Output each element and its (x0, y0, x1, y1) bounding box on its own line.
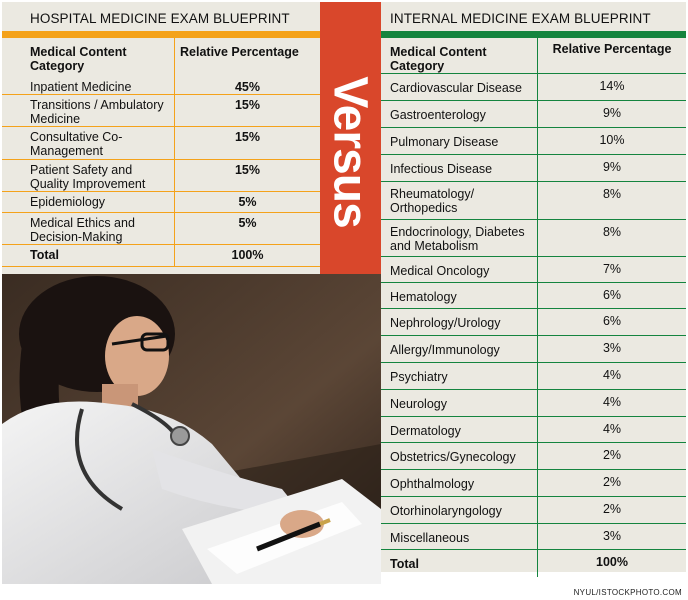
category-cell: Medical Ethics and Decision-Making (30, 216, 135, 244)
hospital-blueprint-table (2, 38, 320, 267)
category-cell: Obstetrics/Gynecology (390, 450, 516, 464)
total-label: Total (30, 248, 59, 262)
table-row (381, 443, 686, 470)
table-row (381, 128, 686, 155)
table-row (381, 470, 686, 497)
category-cell: Cardiovascular Disease (390, 81, 523, 95)
percentage-cell: 4% (537, 390, 686, 416)
category-column-header: Medical Content Category (30, 45, 127, 73)
category-cell: Otorhinolaryngology (390, 504, 502, 518)
percentage-cell: 15% (174, 160, 320, 191)
table-header-row (2, 38, 320, 77)
percentage-cell: 8% (537, 182, 686, 219)
table-row (381, 524, 686, 550)
category-column-header: Medical Content Category (390, 45, 487, 73)
percentage-cell: 4% (537, 363, 686, 389)
table-row (381, 390, 686, 417)
percentage-cell: 10% (537, 128, 686, 154)
total-label: Total (390, 557, 419, 571)
percentage-cell: 6% (537, 283, 686, 308)
category-cell: Rheumatology/ Orthopedics (390, 187, 475, 215)
table-row (2, 95, 320, 127)
percentage-cell: 3% (537, 524, 686, 549)
photo-credit: NYUL/ISTOCKPHOTO.COM (573, 588, 682, 597)
table-row (381, 497, 686, 524)
percentage-cell: 4% (537, 417, 686, 442)
category-cell: Psychiatry (390, 370, 448, 384)
percentage-cell: 5% (174, 192, 320, 212)
total-row (2, 245, 320, 267)
percentage-cell: 15% (174, 95, 320, 126)
total-value: 100% (174, 245, 320, 266)
percentage-cell: 8% (537, 220, 686, 256)
category-cell: Gastroenterology (390, 108, 486, 122)
percentage-cell: 6% (537, 309, 686, 335)
table-row (2, 192, 320, 213)
table-row (381, 155, 686, 182)
category-cell: Pulmonary Disease (390, 135, 499, 149)
category-cell: Miscellaneous (390, 531, 470, 545)
percentage-cell: 7% (537, 257, 686, 282)
percentage-column-header: Relative Percentage (174, 38, 320, 77)
internal-blueprint-title: INTERNAL MEDICINE EXAM BLUEPRINT (390, 11, 651, 26)
table-row (381, 257, 686, 283)
table-row (381, 417, 686, 443)
versus-banner (320, 2, 381, 274)
total-row (381, 550, 686, 577)
doctor-photo (2, 274, 381, 584)
category-cell: Medical Oncology (390, 264, 490, 278)
category-cell: Neurology (390, 397, 447, 411)
category-cell: Ophthalmology (390, 477, 475, 491)
hospital-blueprint-panel (2, 2, 320, 274)
percentage-cell: 14% (537, 74, 686, 100)
table-row (381, 220, 686, 257)
hospital-accent-bar (2, 31, 320, 38)
category-cell: Hematology (390, 290, 457, 304)
category-cell: Patient Safety and Quality Improvement (30, 163, 146, 191)
percentage-cell: 5% (174, 213, 320, 244)
table-row (381, 182, 686, 220)
hospital-blueprint-title: HOSPITAL MEDICINE EXAM BLUEPRINT (30, 11, 290, 26)
table-row (381, 309, 686, 336)
table-row (2, 77, 320, 95)
percentage-cell: 15% (174, 127, 320, 159)
internal-accent-bar (381, 31, 686, 38)
table-row (381, 363, 686, 390)
category-cell: Nephrology/Urology (390, 316, 501, 330)
table-row (2, 160, 320, 192)
category-cell: Allergy/Immunology (390, 343, 500, 357)
total-value: 100% (537, 550, 686, 577)
category-cell: Epidemiology (30, 195, 106, 209)
percentage-cell: 2% (537, 443, 686, 469)
table-row (381, 101, 686, 128)
percentage-cell: 2% (537, 470, 686, 496)
doctor-illustration (2, 274, 381, 584)
category-cell: Inpatient Medicine (30, 80, 132, 94)
table-row (2, 127, 320, 160)
percentage-cell: 3% (537, 336, 686, 362)
internal-blueprint-table (381, 38, 686, 577)
category-cell: Transitions / Ambulatory Medicine (30, 98, 164, 126)
table-row (2, 213, 320, 245)
percentage-column-header: Relative Percentage (537, 38, 686, 73)
percentage-cell: 9% (537, 101, 686, 127)
table-row (381, 336, 686, 363)
table-row (381, 74, 686, 101)
table-row (381, 283, 686, 309)
percentage-cell: 2% (537, 497, 686, 523)
category-cell: Consultative Co-Management (30, 130, 123, 158)
versus-label: Versus (323, 76, 377, 228)
category-cell: Dermatology (390, 424, 461, 438)
percentage-cell: 45% (174, 77, 320, 94)
table-header-row (381, 38, 686, 74)
category-cell: Infectious Disease (390, 162, 493, 176)
internal-blueprint-panel (381, 2, 686, 572)
percentage-cell: 9% (537, 155, 686, 181)
category-cell: Endocrinology, Diabetes and Metabolism (390, 225, 525, 253)
